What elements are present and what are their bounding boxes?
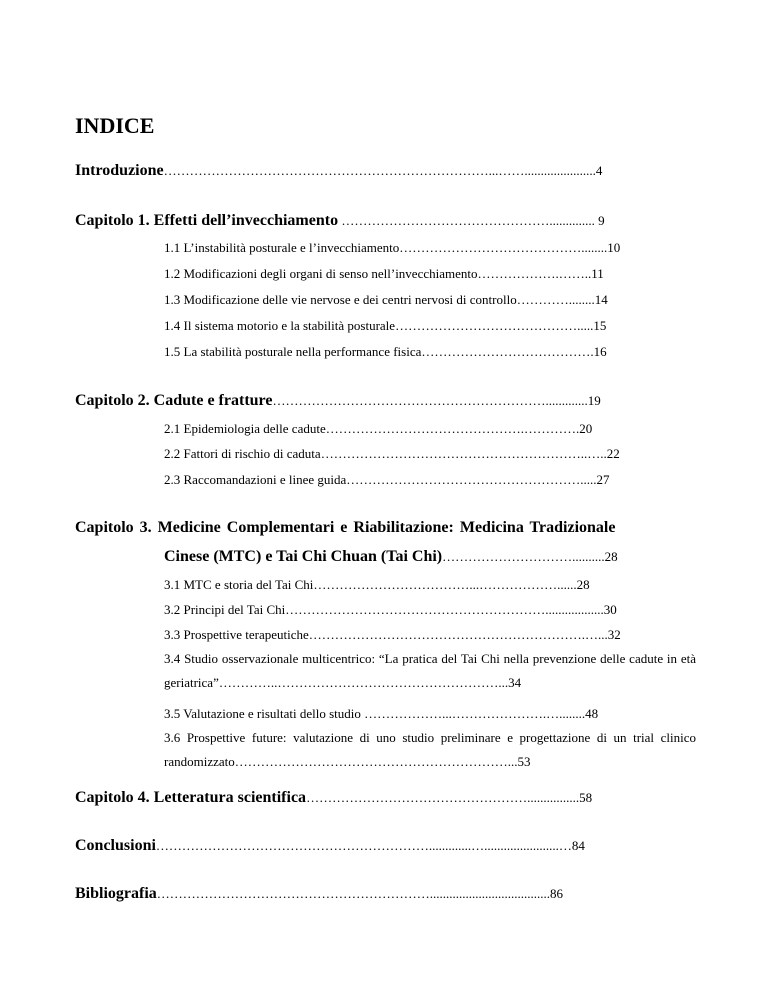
toc-leader-dots: ……………………………………………………….…... [308,627,608,642]
toc-page-number: 28 [576,577,590,592]
toc-leader-dots: ………………………………………………………..................................... [156,886,551,901]
toc-entry-3-1[interactable] [164,577,674,593]
toc-label: Capitolo 4. Letteratura scientifica [75,789,307,806]
toc-entry-2-3[interactable] [164,472,674,488]
toc-leader-dots: …………………………………………………….................. [285,602,604,617]
toc-page-number: 28 [604,549,618,564]
toc-label: Capitolo 1. Effetti dell’invecchiamento [75,212,339,229]
toc-entry-3-5[interactable] [164,706,694,722]
toc-entry-capitolo-1[interactable] [75,212,670,230]
toc-entry-1-4[interactable] [164,318,674,334]
toc-label: Capitolo 3. Medicine Complementari e Riabilitazione: Medicina Tradizionale [75,519,616,536]
toc-entry-capitolo-3-continued[interactable] [164,548,674,566]
toc-page-number: 32 [607,627,621,642]
toc-page-number: 30 [603,602,617,617]
toc-entry-3-4[interactable] [164,647,696,695]
toc-leader-dots: ………………...………………….…........ [360,706,586,721]
toc-page-number: 15 [593,318,607,333]
toc-entry-capitolo-3[interactable] [75,519,695,537]
toc-label: 1.2 Modificazioni degli organi di senso nell’invecchiamento [164,266,478,281]
toc-leader-dots: ……………………………………………................ [306,790,580,805]
toc-entry-3-6[interactable] [164,726,696,774]
toc-label: Cinese (MTC) e Tai Chi Chuan (Tai Chi) [164,548,443,565]
toc-entry-1-2[interactable] [164,266,674,282]
toc-label: 2.1 Epidemiologia delle cadute [164,421,326,436]
toc-page-number: 16 [593,344,607,359]
toc-entry-3-3[interactable] [164,627,674,643]
toc-leader-dots: ……………………………………………………..….. [320,446,607,461]
toc-leader-dots: ………………………………………….............. [338,213,599,228]
toc-label: 3.2 Principi del Tai Chi [164,602,286,617]
toc-page-number: 19 [587,393,601,408]
toc-leader-dots: ……………………………………………………….............….......................… [155,838,572,853]
toc-leader-dots: ………………………….......... [442,549,605,564]
toc-entry-capitolo-2[interactable] [75,392,670,410]
toc-leader-dots: ……………….…….. [477,266,592,281]
toc-leader-dots: ……………………………………........ [399,240,608,255]
page-title: INDICE [75,113,155,138]
toc-leader-dots: ………………………………………………………............. [272,393,588,408]
toc-label: 3.4 Studio osservazionale multicentrico: “La pratica del Tai Chi nella prevenzione delle cadute in età geriatrica” [164,651,696,690]
toc-leader-dots: ……………………………………….…………. [325,421,580,436]
toc-label: 2.2 Fattori di rischio di caduta [164,446,321,461]
toc-page-number: 84 [571,838,585,853]
toc-label: 3.1 MTC e storia del Tai Chi [164,577,314,592]
toc-label: 1.4 Il sistema motorio e la stabilità posturale [164,318,396,333]
toc-page-number: 10 [607,240,621,255]
toc-page-number: 58 [579,790,593,805]
toc-label: 2.3 Raccomandazioni e linee guida [164,472,347,487]
toc-leader-dots: ………………………………………………..... [346,472,597,487]
toc-label: Capitolo 2. Cadute e fratture [75,392,273,409]
toc-leader-dots: …………........ [516,292,595,307]
toc-entry-2-2[interactable] [164,446,674,462]
toc-page-number: 14 [594,292,608,307]
toc-entry-1-1[interactable] [164,240,674,256]
toc-leader-dots: …………………………………………………………………...……...................... [163,163,596,178]
toc-entry-bibliografia[interactable] [75,885,670,903]
toc-page-number: 20 [579,421,593,436]
toc-page-number: 48 [585,706,599,721]
toc-page-number: 11 [591,266,604,281]
toc-label: Conclusioni [75,837,156,854]
toc-leader-dots: ………………………………...………………...... [313,577,577,592]
toc-entry-introduzione[interactable] [75,162,670,180]
toc-page-number: 27 [596,472,610,487]
toc-page-number: 4 [595,163,603,178]
toc-label: 3.3 Prospettive terapeutiche [164,627,309,642]
toc-entry-3-2[interactable] [164,602,674,618]
toc-page-number: 9 [598,213,605,228]
toc-label: 1.3 Modificazione delle vie nervose e dei centri nervosi di controllo [164,292,517,307]
toc-entry-2-1[interactable] [164,421,674,437]
toc-entry-capitolo-4[interactable] [75,789,670,807]
toc-leader-dots: …………………………………. [421,344,594,359]
toc-label: 3.5 Valutazione e risultati dello studio [164,706,361,721]
toc-label: 3.6 Prospettive future: valutazione di uno studio preliminare e progettazione di un trial clinico randomizzato [164,730,696,769]
toc-page-number: 22 [606,446,620,461]
toc-leader-dots: ………………………………………………………... [234,754,518,769]
toc-page-number: 86 [550,886,564,901]
toc-entry-1-3[interactable] [164,292,674,308]
toc-page-number: 34 [508,675,522,690]
toc-entry-conclusioni[interactable] [75,837,670,855]
toc-label: 1.1 L’instabilità posturale e l’invecchiamento [164,240,400,255]
toc-leader-dots: ……………………………………..... [395,318,594,333]
toc-label: 1.5 La stabilità posturale nella performance fisica [164,344,422,359]
toc-entry-1-5[interactable] [164,344,674,360]
toc-leader-dots: …………..……………………………………………... [218,675,509,690]
toc-label: Introduzione [75,162,164,179]
toc-label: Bibliografia [75,885,157,902]
toc-page-number: 53 [517,754,531,769]
